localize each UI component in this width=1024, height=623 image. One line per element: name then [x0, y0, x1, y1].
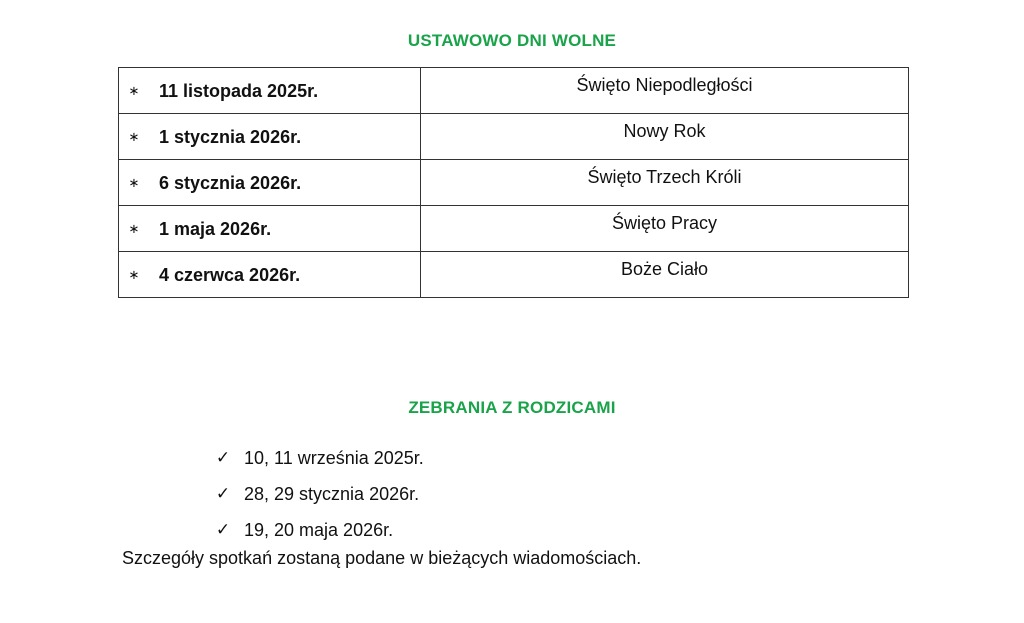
holiday-date-cell [119, 206, 421, 252]
holidays-heading: USTAWOWO DNI WOLNE [407, 31, 617, 50]
asterisk-bullet-icon: ∗ [128, 128, 140, 144]
meetings-list [214, 440, 424, 548]
holiday-date-cell [119, 114, 421, 160]
meetings-heading: ZEBRANIA Z RODZICAMI [408, 398, 616, 417]
asterisk-bullet-icon: ∗ [128, 174, 140, 190]
holiday-date-cell [119, 68, 421, 114]
holiday-name: Nowy Rok [623, 121, 706, 141]
asterisk-bullet-icon: ∗ [128, 266, 140, 282]
list-item [214, 440, 424, 476]
meeting-date: 10, 11 września 2025r. [244, 447, 424, 468]
holiday-name: Boże Ciało [620, 259, 709, 279]
holiday-name-cell [421, 160, 909, 206]
list-item [214, 512, 424, 548]
table-row [119, 160, 909, 206]
table-row [119, 206, 909, 252]
table-row [119, 114, 909, 160]
holiday-name-cell [421, 68, 909, 114]
meetings-note: Szczegóły spotkań zostaną podane w bieżących wiadomościach. [122, 548, 642, 568]
meeting-date: 28, 29 stycznia 2026r. [244, 483, 420, 504]
list-item [214, 476, 424, 512]
checkmark-icon: ✓ [215, 484, 231, 503]
holiday-date-cell [119, 252, 421, 298]
holiday-date: 1 stycznia 2026r. [159, 126, 302, 147]
holiday-name: Święto Pracy [611, 213, 718, 233]
holiday-date-cell [119, 160, 421, 206]
holiday-name: Święto Niepodległości [576, 75, 753, 95]
holiday-name-cell [421, 114, 909, 160]
asterisk-bullet-icon: ∗ [128, 220, 140, 236]
checkmark-icon: ✓ [215, 448, 231, 467]
asterisk-bullet-icon: ∗ [128, 82, 140, 98]
holiday-name-cell [421, 252, 909, 298]
checkmark-icon: ✓ [215, 520, 231, 539]
holidays-table [118, 67, 909, 298]
holiday-date: 11 listopada 2025r. [159, 80, 319, 101]
holiday-date: 6 stycznia 2026r. [159, 172, 302, 193]
holiday-name-cell [421, 206, 909, 252]
table-row [119, 68, 909, 114]
holiday-date: 4 czerwca 2026r. [159, 264, 301, 285]
meeting-date: 19, 20 maja 2026r. [244, 519, 394, 540]
holiday-date: 1 maja 2026r. [159, 218, 272, 239]
holiday-name: Święto Trzech Króli [587, 167, 742, 187]
table-row [119, 252, 909, 298]
